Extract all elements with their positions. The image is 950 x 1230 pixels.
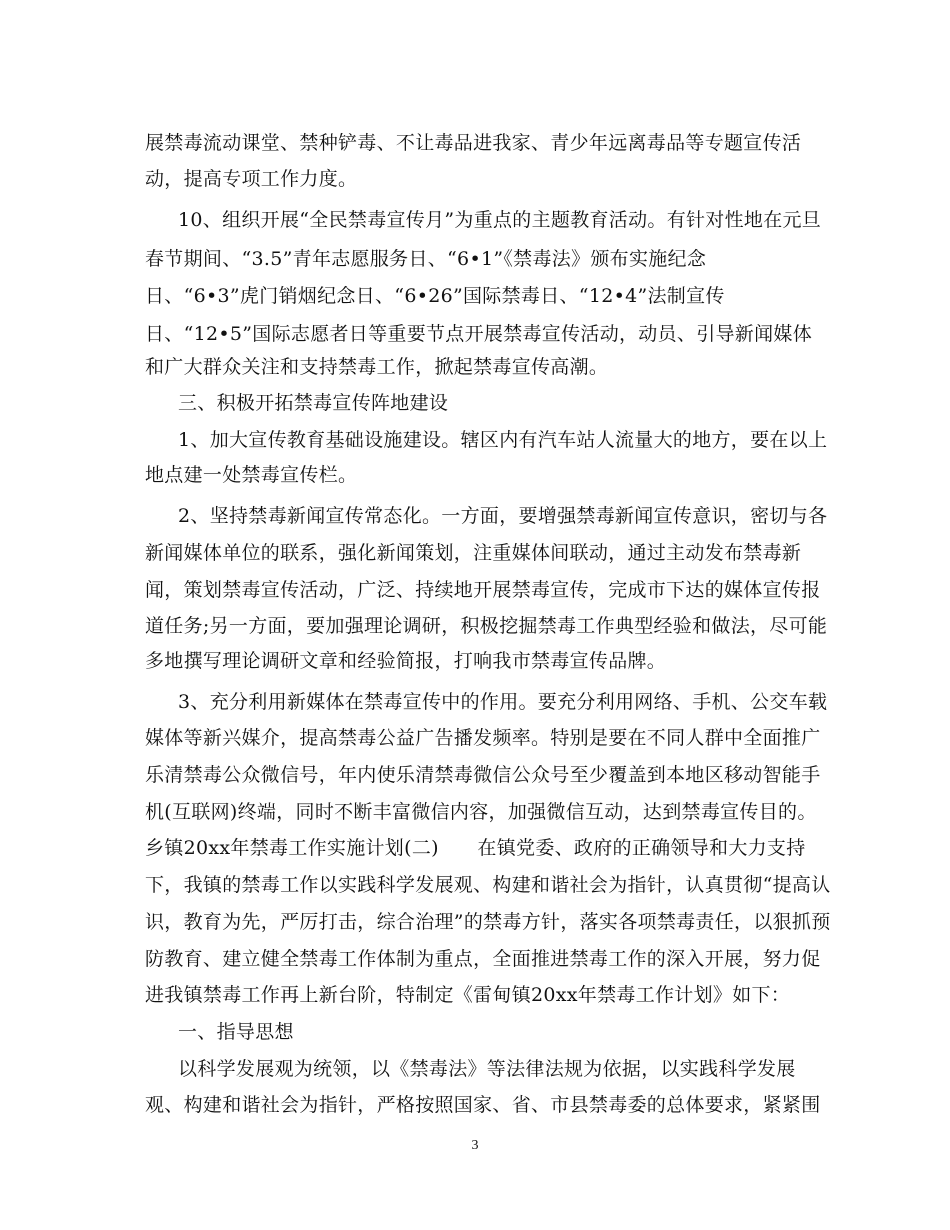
text-line: 多地撰写理论调研文章和经验简报，打响我市禁毒宣传品牌。: [145, 650, 667, 672]
text-line: 乡镇20xx年禁毒工作实施计划(二) 在镇党委、政府的正确领导和大力支持: [145, 837, 806, 859]
text-line: 进我镇禁毒工作再上新台阶，特制定《雷甸镇20xx年禁毒工作计划》如下：: [145, 984, 791, 1006]
text-line: 媒体等新兴媒介，提高禁毒公益广告播发频率。特别是要在不同人群中全面推广: [145, 727, 821, 749]
paragraph-line: 2、坚持禁毒新闻宣传常态化。一方面，要增强禁毒新闻宣传意识，密切与各: [178, 505, 828, 527]
text-line: 和广大群众关注和支持禁毒工作，掀起禁毒宣传高潮。: [145, 356, 609, 378]
paragraph-line: 以科学发展观为统领，以《禁毒法》等法律法规为依据，以实践科学发展: [178, 1058, 796, 1080]
section-heading: 一、指导思想: [178, 1021, 294, 1043]
section-heading: 三、积极开拓禁毒宣传阵地建设: [178, 392, 449, 414]
text-line: 乐清禁毒公众微信号，年内使乐清禁毒微信公众号至少覆盖到本地区移动智能手: [145, 764, 821, 786]
text-line: 闻，策划禁毒宣传活动，广泛、持续地开展禁毒宣传，完成市下达的媒体宣传报: [145, 579, 821, 601]
text-line: 展禁毒流动课堂、禁种铲毒、不让毒品进我家、青少年远离毒品等专题宣传活: [145, 132, 802, 154]
paragraph-line: 10、组织开展“全民禁毒宣传月”为重点的主题教育活动。有针对性地在元旦: [178, 209, 822, 231]
text-line: 道任务;另一方面，要加强理论调研，积极挖掘禁毒工作典型经验和做法，尽可能: [145, 615, 828, 637]
text-line: 防教育、建立健全禁毒工作体制为重点，全面推进禁毒工作的深入开展，努力促: [145, 948, 821, 970]
paragraph-line: 3、充分利用新媒体在禁毒宣传中的作用。要充分利用网络、手机、公交车载: [178, 691, 828, 713]
text-line: 日、“12•5”国际志愿者日等重要节点开展禁毒宣传活动，动员、引导新闻媒体: [145, 323, 813, 345]
text-line: 下，我镇的禁毒工作以实践科学发展观、构建和谐社会为指针，认真贯彻“提高认: [145, 874, 831, 896]
page-number: 3: [471, 1138, 479, 1153]
text-line: 新闻媒体单位的联系，强化新闻策划，注重媒体间联动，通过主动发布禁毒新: [145, 542, 802, 564]
paragraph-line: 1、加大宣传教育基础设施建设。辖区内有汽车站人流量大的地方，要在以上: [178, 429, 828, 451]
text-line: 动，提高专项工作力度。: [145, 168, 358, 190]
text-line: 观、构建和谐社会为指针，严格按照国家、省、市县禁毒委的总体要求，紧紧围: [145, 1094, 821, 1116]
text-line: 春节期间、“3.5”青年志愿服务日、“6•1”《禁毒法》颁布实施纪念: [145, 248, 707, 270]
text-line: 地点建一处禁毒宣传栏。: [145, 464, 358, 486]
text-line: 日、“6•3”虎门销烟纪念日、“6•26”国际禁毒日、“12•4”法制宣传: [145, 285, 725, 307]
text-line: 识，教育为先，严厉打击，综合治理”的禁毒方针，落实各项禁毒责任，以狠抓预: [145, 911, 831, 933]
text-line: 机(互联网)终端，同时不断丰富微信内容，加强微信互动，达到禁毒宣传目的。: [145, 801, 817, 823]
